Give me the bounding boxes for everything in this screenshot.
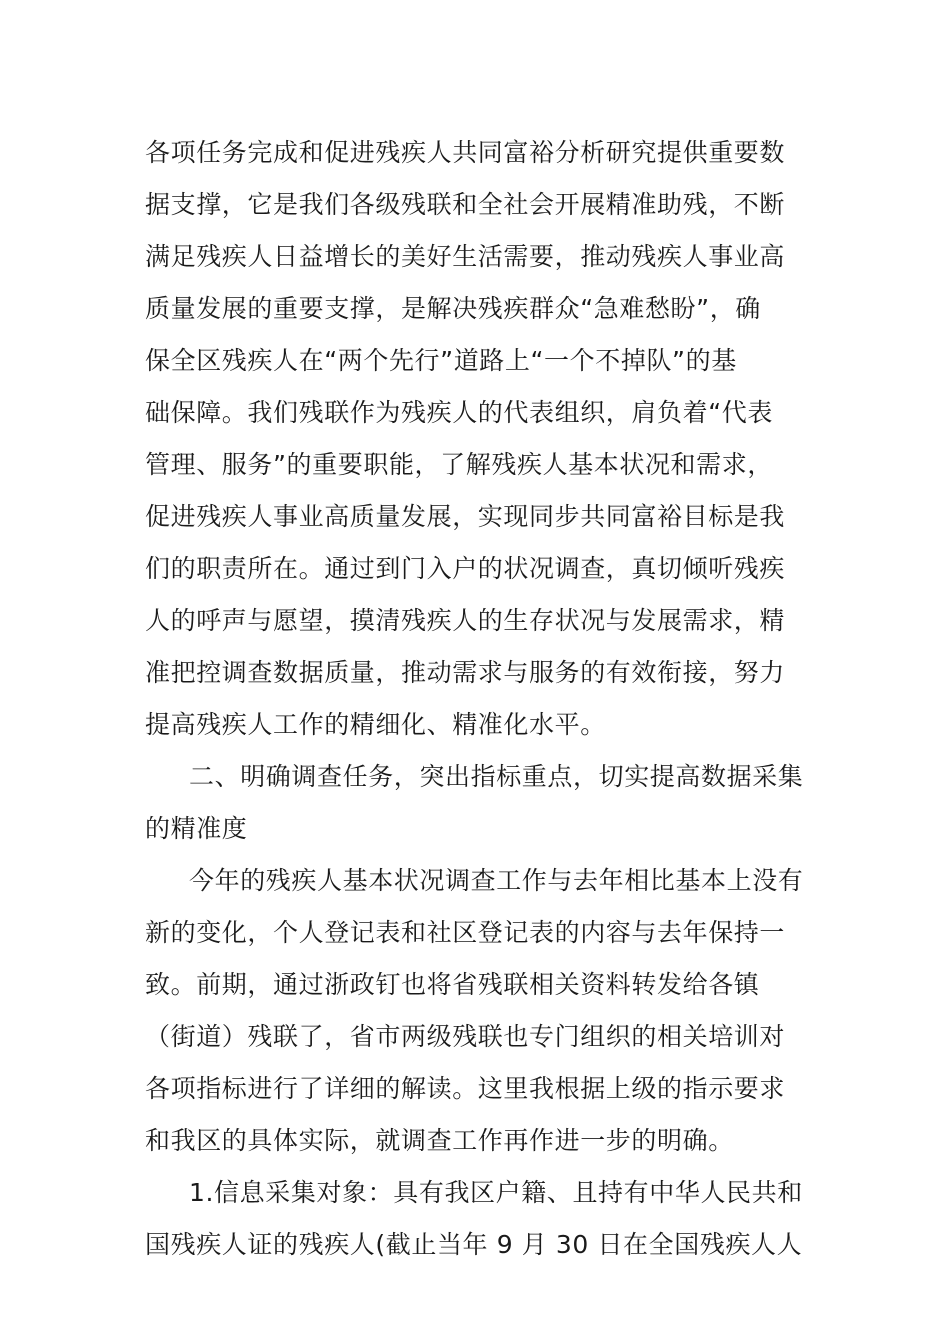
text-line: 和我区的具体实际，就调查工作再作进一步的明确。 — [145, 1126, 734, 1155]
text-line: 据支撑，它是我们各级残联和全社会开展精准助残，不断 — [145, 190, 786, 219]
document-body — [145, 127, 815, 1271]
text-line: 准把控调查数据质量，推动需求与服务的有效衔接，努力 — [145, 658, 786, 687]
text-line: 各项任务完成和促进残疾人共同富裕分析研究提供重要数 — [145, 138, 786, 167]
text-line: 国残疾人证的残疾人(截止当年 9 月 30 日在全国残疾人人 — [145, 1230, 803, 1259]
text-line: 管理、服务”的重要职能，了解残疾人基本状况和需求， — [145, 450, 773, 479]
section-heading-continuation: 的精准度 — [145, 814, 248, 843]
text-line: 满足残疾人日益增长的美好生活需要，推动残疾人事业高 — [145, 242, 786, 271]
text-line: 今年的残疾人基本状况调查工作与去年相比基本上没有 — [189, 866, 804, 895]
text-line: 各项指标进行了详细的解读。这里我根据上级的指示要求 — [145, 1074, 786, 1103]
section-heading: 二、明确调查任务，突出指标重点，切实提高数据采集 — [189, 762, 804, 791]
text-line: 新的变化，个人登记表和社区登记表的内容与去年保持一 — [145, 918, 786, 947]
text-line: 人的呼声与愿望，摸清残疾人的生存状况与发展需求，精 — [145, 606, 786, 635]
text-line: 们的职责所在。通过到门入户的状况调查，真切倾听残疾 — [145, 554, 786, 583]
text-line: 保全区残疾人在“两个先行”道路上“一个不掉队”的基 — [145, 346, 737, 375]
text-line: 促进残疾人事业高质量发展，实现同步共同富裕目标是我 — [145, 502, 786, 531]
text-line: 提高残疾人工作的精细化、精准化水平。 — [145, 710, 606, 739]
text-line: 致。前期，通过浙政钉也将省残联相关资料转发给各镇 — [145, 970, 760, 999]
numbered-item: 1.信息采集对象：具有我区户籍、且持有中华人民共和 — [189, 1178, 803, 1207]
text-line: 质量发展的重要支撑，是解决残疾群众“急难愁盼”，确 — [145, 294, 761, 323]
text-line: （街道）残联了，省市两级残联也专门组织的相关培训对 — [145, 1022, 786, 1051]
text-line: 础保障。我们残联作为残疾人的代表组织，肩负着“代表 — [145, 398, 773, 427]
